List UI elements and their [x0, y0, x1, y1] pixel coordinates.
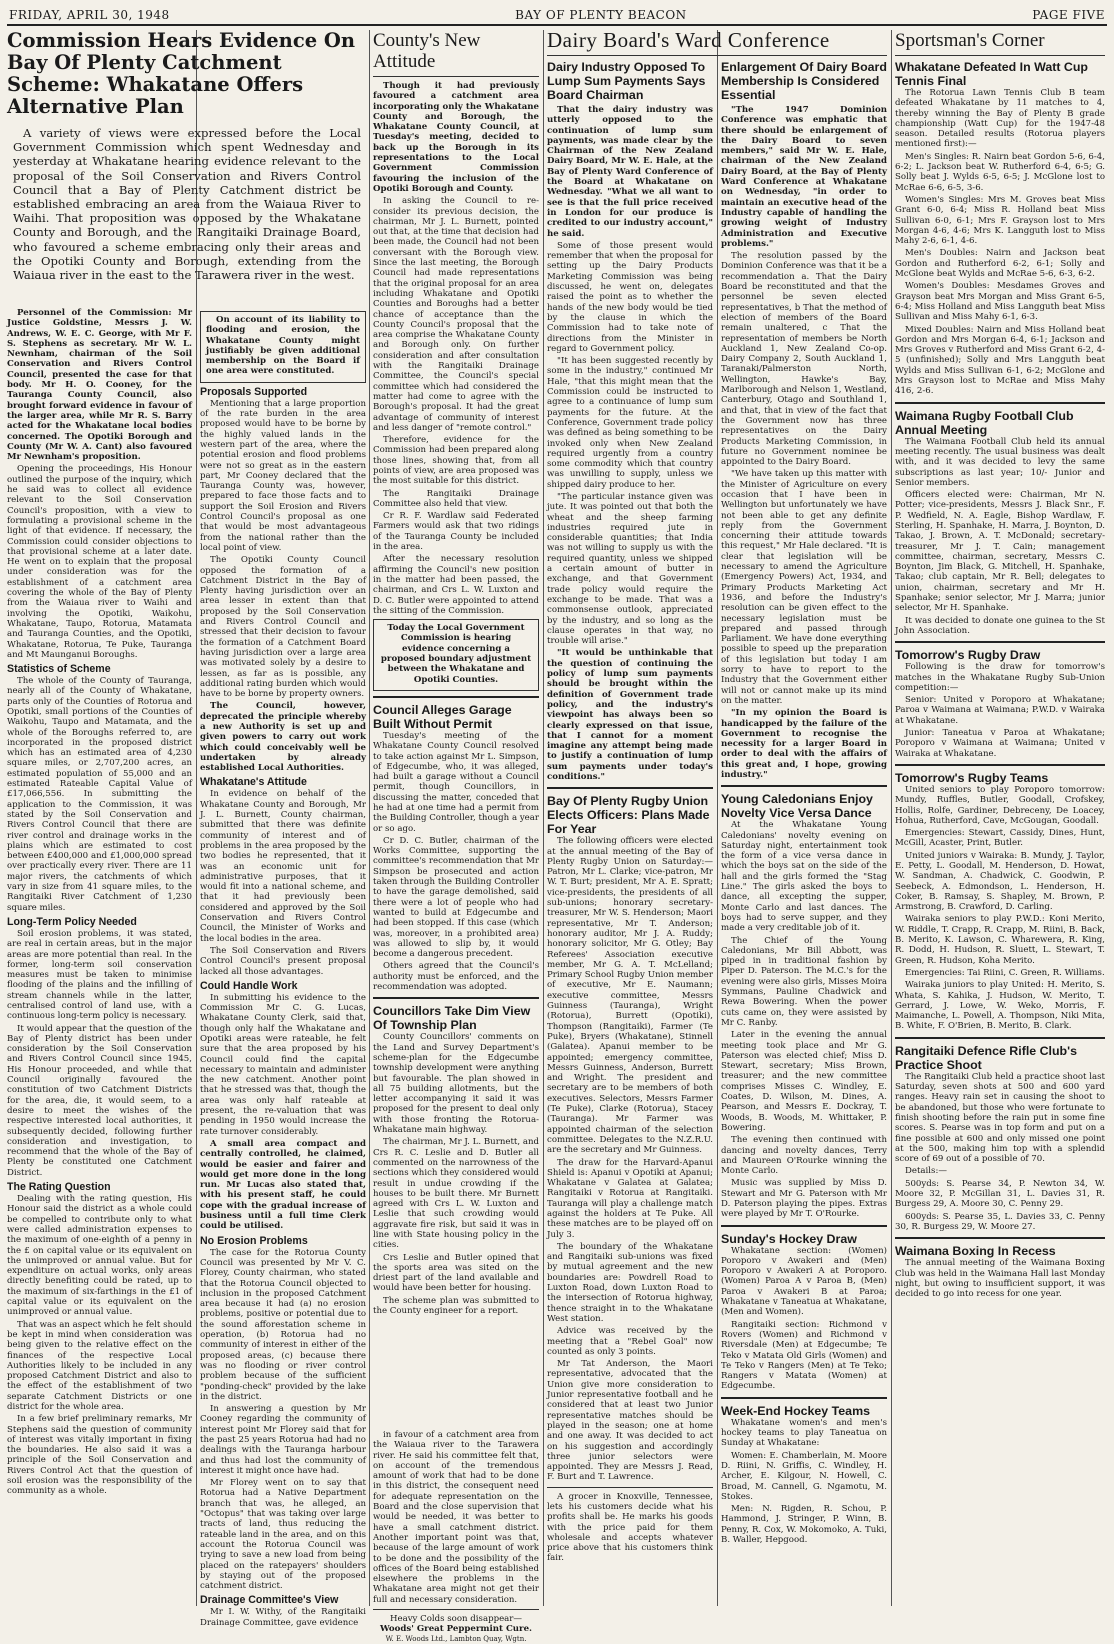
subhead-long-term: Long-Term Policy Needed — [7, 915, 137, 928]
county-paragraph: In asking the Council to re-consider its previous decision, the chairman, Mr J. L. Burnett, pointed out that, at the time that decision had been made, the Council had not been conversant with the Borough view. Since the last meeting, the Borough Council had made representations that the original proposal for an area including Whakatane and Opotiki Counties and Boroughs had a better chance of acceptance than the County Council's proposal that the area comprise the Whakatane County and Borough only. On further consideration and after consultation with the Rangitaiki Drainage Committee, the Council's special committee which had considered the matter had come to agree with the Borough's proposal. It had the great advantage of community of interest and less danger of "remote control." — [373, 196, 539, 433]
commission-paragraph: The case for the Rotorua County Council was presented by Mr V. C. Florey, County chairman, who stated that the Rotorua Council objected to inclusion in the proposed Catchment area because it had (a) no erosion problems, positive or potential due to the sound afforestation scheme in operation, (b) Rotorua had no community of interest in either of the proposed areas, (c) because there was no flooding or river control problem because of the sufficient "ponding-check" provided by the lake in the district. — [200, 1247, 366, 1402]
rugby-union-paragraph: Advice was received by the meeting that a "Rebel Goal" now counted as only 3 points. — [547, 1326, 713, 1357]
masthead-page: PAGE FIVE — [1032, 8, 1105, 22]
column-6 — [895, 30, 1105, 1606]
dairy-banner: Dairy Board's Ward Conference — [547, 28, 830, 52]
rugby-union-paragraph: The following officers were elected at the annual meeting of the Bay of Plenty Rugby Union on Saturday:—Patron, Mr L. Clarke; vice-patron, Mr W. T. Burt; president, Mr A. E. Spratt; vice-presidents, the presidents of all sub-unions; honorary secretary-treasurer, Mr W. S. Henderson; Maori representative, Mr T. Anderson; honorary auditor, Mr J. A. Ruddy; honorary solicitor, Mr G. Otley; Bay Referees' Association executive member, Mr G. A. T. McLelland; Primary School Rugby Union member of executive, Mr E. Naumann; executive committee, Messrs Guinness (Tauranga), Wright (Rotorua), Burrett (Opotiki), Thompson (Rangitaiki), Farmer (Te Puke), Bryers (Whakatane), Stinnell (Galatea). Apanui member to be appointed; emergency committee, Messrs Guinness, Anderson, Burrett and Wright. The president and secretary are to be members of both executives. Selectors, Messrs Farmer (Te Puke), Clarke (Rotorua), Stacey (Tauranga). Mr Farmer was appointed chairman of the selection committee. Delegates to the N.Z.R.U. are the secretary and Mr Guinness. — [547, 836, 713, 1156]
rule — [373, 76, 539, 77]
tennis-paragraph: The Rotorua Lawn Tennis Club B team defeated Whakatane by 11 matches to 4, thereby winning the Bay of Plenty B grade championship (Watt Cup) for the 1947-48 season. Detailed results (Rotorua players mentioned first):— — [895, 88, 1105, 150]
rule — [721, 1397, 887, 1399]
box-text: On account of its liability to flooding and erosion, the Whakatane County might justifiably be given additional membership on the Board if one area were constituted. — [206, 315, 360, 377]
waimana-paragraph: The Waimana Football Club held its annual meeting recently. The usual business was dealt with, and it was decided to levy the same subscriptions as last year; 10/- Junior and Senior members. — [895, 436, 1105, 488]
garage-paragraph: Cr D. C. Butler, chairman of the Works Committee, supporting the committee's recommendation that Mr Simpson be prosecuted and action taken through the Building Controller to have the garage demolished, said there were a lot of people who had wanted to build at Edgecumbe and had been stopped. If this case (which was, moreover, in a prohibited area) was allowed to slip by, it would become a dangerous precedent. — [373, 835, 539, 960]
caledonians-headline: Young Caledonians Enjoy Novelty Vice Versa Dance — [721, 792, 873, 821]
column-3 — [373, 30, 539, 1606]
dairy-banner-block — [547, 30, 887, 60]
rule — [721, 785, 887, 787]
waimana-headline: Waimana Rugby Football Club Annual Meeting — [895, 408, 1074, 437]
dairy-bold-paragraph: "In my opinion the Board is handicapped by the failure of the Government to recognise the necessity for a larger Board in order to deal with the affairs of this great and, I hope, growing industry." — [721, 708, 887, 780]
township-paragraph: Crs Leslie and Butler opined that the sports area was sited on the driest part of the land available and would have been better for housing. — [373, 1252, 539, 1294]
subhead-no-erosion: No Erosion Problems — [200, 1234, 308, 1247]
masthead-title: BAY OF PLENTY BEACON — [515, 8, 687, 22]
column-4 — [547, 60, 713, 1606]
rule — [373, 696, 539, 698]
box-text: Today the Local Government Commission is hearing evidence concerning a proposed boundary adjustment between the Whakatane and Opotiki Counties. — [380, 623, 532, 685]
rugby-union-headline: Bay Of Plenty Rugby Union Elects Officers: Plans Made For Year — [547, 794, 710, 837]
commission-bold-paragraph: The Council, however, deprecated the principle whereby a new Authority is set up and given powers to carry out work which could conceivably well be undertaken by already established Local Authorities. — [200, 701, 366, 774]
tennis-paragraph: Women's Doubles: Mesdames Groves and Grayson beat Mrs Morgan and Miss Grant 6-5, 6-4; Miss Holland and Miss Langguth beat Miss Sullivan and Miss Mahy 6-1, 6-3. — [895, 281, 1105, 323]
ad-line: Woods' Great Peppermint Cure. — [379, 1624, 533, 1635]
commission-bold-paragraph: A small area compact and centrally controlled, he claimed, would be easier and fairer and would get more done in the long run. Mr Lucas also stated that, with his present staff, he could cope with the gradual increase of business until a full time Clerk could be utilised. — [200, 1138, 366, 1232]
dairy-bold-paragraph: "It would be unthinkable that the question of continuing the policy of lump sum payments should be brought within the definition of Government trade policy, and the industry's viewpoint has always been so clearly expressed on that issue, that I cannot for a moment imagine any attempt being made to justify a continuation of lump sum payments under today's conditions." — [547, 648, 713, 782]
commission-paragraph: The Opotiki County Council opposed the formation of a Catchment District in the Bay of Plenty having jurisdiction over an area lesser in extent than that proposed by the Soil Conservation and Rivers Control Council and stressed that their decision to favour the formation of a Catchment Board having jurisdiction over a large area was motivated solely by a desire to lessen, as far as is possible, any additional rating burden which would have to be borne by property owners. — [200, 555, 366, 700]
county-paragraph: Cr R. F. Wardlaw said Federated Farmers would ask that two ridings of the Tauranga County be included in the area. — [373, 511, 539, 553]
rule — [895, 55, 1105, 56]
rule — [895, 1037, 1105, 1039]
garage-headline: Council Alleges Garage Built Without Permit — [373, 702, 512, 731]
caledonians-paragraph: Later in the evening the annual meeting took place and Mr G. Paterson was elected chief; Miss D. Stewart, secretary; Miss Brown, treasurer; and the new committee comprises Misses C. Windley, E. Coates, D. Wilson, M. Dines, A. Pearson, and Messrs E. Dockray, T. Woods, B. Woods, M. Whittaker, P. Bowering. — [721, 1030, 887, 1133]
county-paragraph: Therefore, evidence for the Commission had been prepared along those lines, showing that, from all points of view, are area proposed was the most suitable for this district. — [373, 435, 539, 487]
commission-paragraph: The whole of the County of Tauranga, nearly all of the County of Whakatane, parts only of the Counties of Rotorua and Opotiki, small portions of the Counties of Waikohu, Taupo and Matamata, and the whole of the Boroughs referred to, are incorporated in the proposed district which has an estimated area of 4,230 square miles, or 2,707,200 acres, an estimated population of 55,000 and an estimated Rateable Capital Value of £17,066,556. In submitting the application to the Commission, it was stated by the Soil Conservation and Rivers Control Council that there are river control and drainage works in the plains which are estimated to cost between £400,000 and £1,000,000 spread over practically every river. There are 11 major rivers, the catchments of which vary in size from 41 square miles, to the Rangitaiki River Catchment of 1,230 square miles. — [7, 676, 192, 913]
tennis-headline: Whakatane Defeated In Watt Cup Tennis Final — [895, 60, 1088, 88]
dairy-right-lead: "The 1947 Dominion Conference was emphatic that there should be enlargement of the Dairy Board to seven members," said Mr W. E. Hale, chairman of the New Zealand Dairy Board, at the Bay of Plenty Ward Conference at Whakatane on Wednesday, "in order to maintain an executive head of the Industry capable of handling the growing weight of Industry Administration and Executive problems." — [721, 105, 887, 249]
hockey-headline: Sunday's Hockey Draw — [721, 1231, 857, 1246]
column-1 — [7, 308, 192, 1606]
commission-paragraph: Mr I. W. Withy, of the Rangitaiki Drainage Committee, gave evidence — [200, 1607, 366, 1628]
rugby-draw-headline: Tomorrow's Rugby Draw — [895, 648, 1041, 663]
continuation-block — [373, 1430, 539, 1644]
masthead — [7, 6, 1107, 26]
rifle-headline: Rangitaiki Defence Rifle Club's Practice Shoot — [895, 1043, 1077, 1072]
commission-personnel: Personnel of the Commission: Mr Justice Goldstine, Messrs J. W. Andrews, W. E. C. George, with Mr F. S. Stephens as secretary. Mr W. L. Newnham, chairman of the Soil Conservation and Rivers Control Council, presented the case for that body. Mr H. O. Cooney, for the Tauranga County Council, also brought forward evidence in favour of the larger area, while Mr R. S. Barry acted for the Whakatane local bodies concerned. The Opotiki Borough and County (Mr W. A. Cant) also favoured Mr Newnham's proposition. — [7, 308, 192, 463]
waimana-paragraph: Officers elected were: Chairman, Mr N. Potter; vice-presidents, Messrs J. Black Snr., F. P. Wedfield, N. A. Eagle, Bishop Wardlaw, F. Sterling, H. Spanhake, H. Marra, J. Boynton, D. Takao, J. Brown, A. T. McDonald; secretary-treasurer, Mr J. T. Cain; management committee, chairman, secretary, Messrs C. Boynton, Jim Black, G. Mitchell, H. Spanhake, Takao; club captain, Mr R. Bell; delegates to union, chairman, secretary and Mr H. Spanhake; senior selector, Mr J. Marra; junior selector, Mr H. Spanhake. — [895, 490, 1105, 614]
continuation-paragraph: in favour of a catchment area from the Waiaua river to the Tarawera river. He said his committee felt that, on account of the tremendous amount of work that had to be done in this district, the consequent need for adequate representation on the Board and the close supervision that would be needed, it was better to have a small catchment district. Another important point was that, because of the large amount of work to be done and the possibility of the offices of the Board being established elsewhere the problems in the Whakatane area might not get their full and necessary consideration. — [373, 1430, 539, 1605]
rugby-draw-paragraph: Senior: United v Poroporo at Whakatane; Paroa v Waimana at Waimana; P.W.D. v Wairaka at Whakatane. — [895, 695, 1105, 726]
caledonians-paragraph: At the Whakatane Young Caledonians' novelty evening on Saturday night, entertainment took the form of a vice versa dance in which the boys sat on the side of the hall and the girls formed the "Stag Line." The girls asked the boys to dance, all excepting the supper, Monte Carlo and last dances. The boys had to serve supper, and they made a very creditable job of it. — [721, 820, 887, 934]
rifle-paragraph: Details:— — [905, 1166, 947, 1177]
dairy-paragraph: "We have taken up this matter with the Minister of Agriculture on every occasion that I have been in Wellington but unfortunately we have not been able to get any definite reply from the Government concerning their attitude towards this request," Mr Hale declared. "It is clear that legislation will be necessary to amend the Agriculture (Emergency Powers) Act, 1934, and Primary Products Marketing Act 1936, and before the Industry's resolution can be given effect to the necessary legislation must be prepared and passed through Parliament. We have done everything possible to speed up the preparation of this legislation but today I am sorry to have to report to the Industry that the Government either will not or cannot make up its mind on the matter. — [721, 469, 887, 706]
column-2 — [200, 308, 366, 1628]
ad-grocer: A grocer in Knoxville, Tennessee, lets his customers decide what his profits shall be. He marks his goods with the price paid for them wholesale and accepts whatever price above that his customers think fair. — [547, 1491, 713, 1564]
commission-paragraph: In a few brief preliminary remarks, Mr Stephens said the question of community of interest was vitally important in fixing the boundaries. He also said it was a principle of the Soil Conservation and Rivers Control Act that the question of soil erosion was the responsibility of the community as a whole. — [7, 1414, 192, 1497]
rule — [895, 1237, 1105, 1239]
column-5 — [721, 60, 887, 1606]
dairy-paragraph: "The particular instance given was jute. It was pointed out that both the wheat and the sheep farming industries required jute in considerable quantities; that India was not willing to supply us with the required quantity, unless we shipped a certain amount of butter in exchange, and that Government trade policy would require the exchange to be made. That was a commonsense outlook, appreciated by the industry, and so long as the clause operates in that way, no trouble will arise." — [547, 491, 713, 647]
column-rule — [891, 30, 892, 1606]
commission-paragraph: It would appear that the question of the Bay of Plenty district has been under consideration by the Soil Conservation and Rivers Control Council since 1945, His Honour proceeded, and while that Council originally favoured the constitution of two Catchment Districts for the area, die, it would seem, to a desire to meet the wishes of the respective interested local authorities, it subsequently decided, following further consideration and investigation, to recommend that the whole of the Bay of Plenty be constituted one Catchment District. — [7, 1023, 192, 1178]
township-paragraph: The scheme plan was submitted to the County engineer for a report. — [373, 1295, 539, 1317]
subhead-statistics: Statistics of Scheme — [7, 663, 111, 676]
commission-box — [200, 311, 366, 383]
hockey-paragraph: Whakatane section: (Women) Poroporo v Awakeri and (Men) Poroporo v Awakeri A at Poroporo. (Women) Paroa A v Paroa B, (Men) Paroa v Awakeri B at Paroa; Whakatane v Taneatua at Whakatane, (Men and Women). — [721, 1245, 887, 1318]
rugby-teams-paragraph: United seniors to play Poroporo tomorrow: Mundy, Ruffles, Butler, Goodall, Crofskey, Hollis, Rolfe, Gardiner, Debreceny, De Loacey, Hohua, Rutherford, Cave, McGougan, Goodall. — [895, 784, 1105, 826]
rugby-teams-paragraph: Wairaka juniors to play United: H. Merito, S. Whata, S. Kahika, J. Hudson, W. Merito, T. Gerrard, J. Lowe, W. Weko, Morris, F. Maimanche, L. Powell, A. Thompson, Niki Mita, B. White, F. O'Brien, B. Merito, B. Clark. — [895, 980, 1105, 1032]
township-headline: Councillors Take Dim View Of Township Plan — [373, 1004, 531, 1033]
column-rule — [717, 30, 718, 1606]
county-lead: Though it had previously favoured a catchment area incorporating only the Whakatane County and Borough, the Whakatane County Council, at Tuesday's meeting, decided to back up the Borough in its representations to the Local Government Commission favouring the inclusion of the Opotiki Borough and County. — [373, 81, 539, 194]
tennis-paragraph: Men's Doubles: Nairn and Jackson beat Gordon and Rutherford 6-2, 6-1; Solly and McGlone beat Wylds and McRae 5-6, 6-3, 6-2. — [895, 248, 1105, 280]
commission-paragraph: The Soil Conservation and Rivers Control Council's present proposal lacked all those advantages. — [200, 945, 366, 977]
rifle-paragraph: 500yds: S. Pearse 34, P. Newton 34, W. Moore 32, P. McGillan 31, L. Davies 31, R. Burgess 29, A. Moore 30, C. Penny 29. — [895, 1178, 1105, 1210]
rifle-paragraph: 600yds: S. Pearse 35, L. Davies 33, C. Penny 30, R. Burgess 29, W. Moore 27. — [895, 1211, 1105, 1232]
county-paragraph: After the necessary resolution affirming the Council's new position in the matter had been passed, the chairman, and Crs L. W. Luxton and D. C. Butler were appointed to attend the sitting of the Commission. — [373, 554, 539, 616]
county-box — [373, 619, 539, 691]
hockey-paragraph: Rangitaiki section: Richmond v Rovers (Women) and Richmond v Riversdale (Men) at Edgecumbe; Te Teko v Matata Old Girls (Women) and Te Teko v Rangers (Men) at Te Teko; Rangers v Matata (Women) at Edgecumbe. — [721, 1319, 887, 1392]
rugby-teams-paragraph: Wairaka seniors to play P.W.D.: Koni Merito, W. Riddle, T. Crapp, R. Crapp, M. Riini, B. Back, B. Merito, K. Lawson, C. Wharewera, R. King, R. Dodd, H. Hudson, R. Sluett, L. Stewart, T. Green, R. Hudson, Koha Merito. — [895, 914, 1105, 966]
dairy-lead: That the dairy industry was utterly opposed to the continuation of lump sum payments, was made clear by the Chairman of the New Zealand Dairy Board, Mr W. E. Hale, at the Bay of Plenty Ward Conference of the Board at Whakatane on Wednesday. "What we all want to see is that the full price received in London for our produce is credited to our industry account," he said. — [547, 105, 713, 239]
weekend-hockey-paragraph: Whakatane women's and men's hockey teams to play Taneatua on Sunday at Whakatane: — [721, 1417, 887, 1449]
newspaper-page — [7, 6, 1107, 1644]
rule — [721, 1225, 887, 1227]
commission-paragraph: In answering a question by Mr Cooney regarding the community of interest point Mr Florey said that for the past 25 years Rotorua had had no dealings with the Tauranga harbour and thus had lost the community of interest it might once have had. — [200, 1404, 366, 1476]
rugby-union-paragraph: The boundary of the Whakatane and Rangitaiki sub-unions was fixed by mutual agreement and the new boundaries are: Powdrell Road to Luxton Road, down Luxton Road to the intersection of Rotorua highway, thence straight in to the Whakatane West station. — [547, 1241, 713, 1324]
commission-paragraph: In evidence on behalf of the Whakatane County and Borough, Mr J. L. Burnett, County chairman, submitted that there was definite community of interest and of problems in the area proposed by the two bodies he represented, that it was an economic unit for administrative purposes, that it would fit into a national scheme, and that it had previously been considered and approved by the Soil Conservation and Rivers Control Council, the Minister of Works and the local bodies in the area. — [200, 789, 366, 944]
weekend-hockey-paragraph: Women: E. Chamberlain, M. Moore D. Riini, N. Griffis, C. Windley, H. Archer, E. Kilgour, N. Howell, C. Broad, M. Cannell, G. Ngamotu, M. Stokes. — [721, 1450, 887, 1502]
subhead-attitude: Whakatane's Attitude — [200, 776, 307, 789]
caledonians-paragraph: The Chief of the Young Caledonians, Mr Bill Abbott, was piped in in traditional fashion by Piper D. Paterson. The M.C.'s for the evening were also girls, Misses Moira Symmans, Pauline Chadwick and Rewa Bowering. When the power cuts came on, they were assisted by Mr C. Ranby. — [721, 935, 887, 1028]
subhead-handle-work: Could Handle Work — [200, 979, 298, 992]
rule — [373, 997, 539, 999]
garage-paragraph: Tuesday's meeting of the Whakatane County Council resolved to take action against Mr L. Simpson, of Edgecumbe, who, it was alleged, had built a garage without a Council permit, though Councillors, in discussing the matter, conceded that he had at one time had a permit from the Building Controller, though a year or so ago. — [373, 730, 539, 834]
caledonians-paragraph: Music was supplied by Miss D. Stewart and Mr G. Paterson with Mr D. Paterson playing the pipes. Extras were played by Mr T. O'Rourke. — [721, 1178, 887, 1220]
township-paragraph: The chairman, Mr J. L. Burnett, and Crs R. C. Leslie and D. Butler all commented on the narrowness of the sections which they considered would result in undue crowding if the houses to be built there. Mr Burnett agreed with Crs L. W. Luxton and Leslie that such crowding would aggravate fire risk, but said it was in line with State housing policy in the cities. — [373, 1137, 539, 1251]
commission-lead: A variety of views were expressed before the Local Government Commission which spent Wednesday and yesterday at Whakatane hearing evidence relevant to the proposal of the Soil Conservation and Rivers Control Council that a Bay of Plenty Catchment district be established embracing an area from the Waiaua River to Waihi. That proposition was opposed by the Whakatane County and Borough, and the Rangitaiki Drainage Board, who favoured a scheme embracing only their areas and the Opotiki County and Borough, extending from the Waiaua river in the east to the Tarawera river in the west. — [13, 126, 361, 283]
masthead-date: FRIDAY, APRIL 30, 1948 — [9, 8, 170, 22]
township-paragraph: County Councillors' comments on the Land and Survey Department's scheme-plan for the Edgecumbe township development were anything but favourable. The plan showed in all 75 building allotments, but the letter accompanying it said it was proposed for the present to deal only with those fronting the Rotorua-Whakatane main highway. — [373, 1032, 539, 1136]
weekend-hockey-headline: Week-End Hockey Teams — [721, 1403, 870, 1418]
sports-banner: Sportsman's Corner — [895, 30, 1045, 51]
rugby-draw-paragraph: Following is the draw for tomorrow's matches in the Whakatane Rugby Sub-Union competition:— — [895, 662, 1105, 693]
rugby-teams-paragraph: Emergencies: Tai Riini, C. Green, R. Williams. — [905, 967, 1105, 978]
column-rule — [369, 30, 370, 1606]
rugby-union-paragraph: Mr Tat Anderson, the Maori representative, advocated that the Union give more consideration to Junior representative football and he considered that at least two Junior representative matches should be played in the season; one at home and one away. It was decided to act on his suggestion and accordingly three junior selectors were appointed. They are Messrs J. Read, F. Burt and T. Lawrence. — [547, 1359, 713, 1483]
rugby-teams-headline: Tomorrow's Rugby Teams — [895, 770, 1049, 785]
rule — [895, 764, 1105, 766]
subhead-rating: The Rating Question — [7, 1181, 111, 1194]
dairy-right-headline: Enlargement Of Dairy Board Membership Is Considered Essential — [721, 60, 887, 102]
ad-line: Heavy Colds soon disappear— — [389, 1614, 522, 1625]
rugby-union-paragraph: The draw for the Harvard-Apanui Shield is: Apanui v Opotiki at Apanui; Whakatane v Galatea at Galatea; Rangitaiki v Rotorua at Rangitaiki. Tauranga will play a challenge match against the holders at Te Puke. All these matches are to be played off on July 3. — [547, 1157, 713, 1240]
boxing-headline: Waimana Boxing In Recess — [895, 1244, 1056, 1259]
boxing-paragraph: The annual meeting of the Waimana Boxing Club was held in the Waimana Hall last Monday night, but owing to insufficient support, it was decided to go into recess for one year. — [895, 1258, 1105, 1300]
ad-colds — [373, 1614, 539, 1644]
commission-headline: Commission Hears Evidence On Bay Of Plenty Catchment Scheme: Whakatane Offers Alternative Plan — [7, 29, 356, 118]
rifle-paragraph: The Rangitaiki Club held a practice shoot last Saturday, seven shots at 500 and 600 yard ranges. Heavy rain set in causing the shoot to be abandoned, but those who were fortunate to finish shooting before the rain put in some fine scores. S. Pearse was in top form and put on a fine possible at 600 and only missed one point at the 500, making him top with a splendid score of 69 out of a possible of 70. — [895, 1071, 1105, 1165]
subhead-proposals: Proposals Supported — [200, 385, 308, 398]
commission-paragraph: Mr Florey went on to say that Rotorua had a Native Department branch that was, he alleged, an "Octopus" that was taking over large tracts of land, thus reducing the rateable land in the area, and on this account the Rotorua Council was trying to save a new load from being placed on the ratepayers' shoulders by staying out of the proposed catchment district. — [200, 1478, 366, 1592]
dairy-left-headline: Dairy Industry Opposed To Lump Sum Payments Says Board Chairman — [547, 60, 706, 102]
column-rule — [543, 30, 544, 1606]
commission-paragraph: That was an aspect which he felt should be kept in mind when consideration was being given to the relative effect on the finances of the respective Local Authorities likely to be included in any proposed Catchment District and also to the effect of the establishment of two separate Catchment Districts or one district for the whole area. — [7, 1319, 192, 1412]
rule — [895, 402, 1105, 404]
tennis-paragraph: Men's Singles: R. Nairn beat Gordon 5-6, 6-4, 6-2; L. Jackson beat W. Rutherford 6-4, 6-5; G. Solly beat J. Wylds 6-5, 6-5; J. McGlone lost to McRae 6-6, 6-5, 3-6. — [895, 151, 1105, 193]
commission-paragraph: Soil erosion problems, it was stated, are real in certain areas, but in the major areas are more potential than real. In the former, long-term soil conservation measures must be taken to minimise flooding of the plains and the infilling of stream channels while in the latter, centralised control of land use, with a continuous long-term policy is necessary. — [7, 928, 192, 1022]
rule — [373, 1609, 539, 1610]
commission-paragraph: In submitting his evidence to the Commission Mr C. G. Lucas, Whakatane County Clerk, said that, though only half the Whakatane and Opotiki areas were rateable, he felt sure that the area proposed by his Council could find the capital necessary to maintain and administer the new catchment. Another point that he stressed was that, though the area was only half rateable at present, the re-valuation that was pending in 1950 would increase the rate turnover considerably. — [200, 992, 366, 1137]
rule — [547, 787, 713, 789]
rule — [547, 55, 887, 56]
commission-paragraph: Dealing with the rating question, His Honour said the district as a whole could be compelled to contribute only to what were called administration expenses to the maximum of one-eighth of a penny in the £ on capital value or its equivalent on the unimproved or annual value. But for expenditure on actual works, only areas directly benefiting could be rated, up to the maximum of six-farthings in the £1 of capital value or its equivalent on the unimproved or annual value. — [7, 1194, 192, 1318]
county-paragraph: The Rangitaiki Drainage Committee also held that view. — [373, 488, 539, 509]
dairy-paragraph: The resolution passed by the Dominion Conference was that it be a recommendation a. That the Dairy Board be reconstituted and that the personnel be seven elected representatives, b That the method of election of members of the Board remain unaltered, c That the representation of members be North Auckland 1, New Zealand Co-op. Dairy Company 2, South Auckland 1, Taranaki/Palmerston North, Wellington, Hawke's Bay, Marlborough and Nelson 1, Westland, Canterbury, Otago and Southland 1, and that, that in view of the fact that the Government now has three representatives on the Dairy Products Marketing Commission, in future no Government nominee be appointed to the Dairy Board. — [721, 251, 887, 468]
ad-line: W. E. Woods Ltd., Lambton Quay, Wgtn. — [385, 1635, 527, 1644]
commission-lead-block — [7, 30, 367, 300]
rugby-teams-paragraph: United juniors v Wairaka: B. Mundy, J. Taylor, E. Petty, L. Goodall, M. Henderson, D. Howat, W. Sandman, A. Chadwick, C. Goodwin, P. Seebeck, A. Edmondson, L. Henderson, H. Coker, B. Ramsay, S. Shapley, M. Brown, P. Armstrong, B. Crawford, D. Carling. — [895, 850, 1105, 913]
county-headline: County's New Attitude — [373, 30, 481, 72]
tennis-paragraph: Women's Singles: Mrs M. Groves beat Miss Grant 6-0, 6-4; Miss R. Holland beat Miss Sullivan 6-0, 6-1; Mrs F. Grayson lost to Mrs Morgan 4-6, 4-6; Mrs K. Langguth lost to Miss Mahy 2-6, 6-1, 4-6. — [895, 194, 1105, 247]
caledonians-paragraph: The evening then continued with dancing and novelty dances, Terry and Maureen O'Rourke winning the Monte Carlo. — [721, 1135, 887, 1177]
dairy-paragraph: "It has been suggested recently by some in the industry," continued Mr Hale, "that this might mean that the Commission could be instructed to agree to a continuance of lump sum payments for the future. At the Conference, Government trade policy was defined as being something to be invoked only when New Zealand required urgently from a country some commodity which that country was unwilling to supply, unless we shipped dairy produce to her. — [547, 356, 713, 490]
rugby-draw-paragraph: Junior: Taneatua v Paroa at Whakatane; Poroporo v Waimana at Waimana; United v Wairaka at Whakatane. — [895, 728, 1105, 759]
garage-paragraph: Others agreed that the Council's authority must be enforced, and the recommendation was adopted. — [373, 961, 539, 993]
subhead-drainage: Drainage Committee's View — [200, 1594, 339, 1607]
dairy-paragraph: Some of those present would remember that when the proposal for setting up the Dairy Products Marketing Commission was being discussed, he went on, delegates raised the point as to whether the hands of the new body would be tied by the clause in which the Commission had to take note of directions from the Minister in regard to Government policy. — [547, 240, 713, 354]
commission-paragraph: Opening the proceedings, His Honour outlined the purpose of the inquiry, which he said was to collect all evidence relevant to the Soil Conservation Council's proposition, with a view to formulating a provisional scheme in the light of that evidence. If necessary, the Commission could consider objections to that provisional scheme at a later date. He went on to explain that the proposal under consideration was for the establishment of a catchment area covering the whole of the Bay of Plenty from the Waiaua river to Waihi and involving the Opotiki, Waikohu, Whakatane, Taupo, Rotorua, Matamata and Tauranga Counties, and the Opotiki, Whakatane, Rotorua, Te Puke, Tauranga and Mt Maunganui Boroughs. — [7, 464, 192, 660]
weekend-hockey-paragraph: Men: N. Rigden, R. Schou, P. Hammond, J. Stringer, P. Winn, B. Penny, R. Cox, W. Mokomoko, A. Tuki, B. Waller, Hepgood. — [721, 1504, 887, 1545]
rule — [547, 1487, 713, 1488]
waimana-paragraph: It was decided to donate one guinea to the St John Association. — [895, 615, 1105, 636]
rugby-teams-paragraph: Emergencies: Stewart, Cassidy, Dines, Hunt, McGill, Acaster, Print, Butler. — [895, 828, 1105, 849]
tennis-paragraph: Mixed Doubles: Nairn and Miss Holland beat Gordon and Mrs Morgan 6-4, 6-1; Jackson and Mrs Groves v Rutherford and Miss Grant 6-2, 4-5 (unfinished); Solly and Mrs Langguth beat Wylds and Miss Sullivan 6-1, 6-2; McGlone and Mrs Grayson lost to McRae and Miss Mahy 416, 2-6. — [895, 324, 1105, 397]
rule — [895, 641, 1105, 643]
commission-paragraph: Mentioning that a large proportion of the rate burden in the area proposed would have to be borne by the highly valued lands in the western part of the area, where the potential erosion and flood problems were not so great as in the eastern part, Mr Cooney declared that the Tauranga County was, however, prepared to face those facts and to support the Soil Erosion and Rivers Control Council's proposal as one that would be most advantageous from the national rather than the local point of view. — [200, 398, 366, 553]
